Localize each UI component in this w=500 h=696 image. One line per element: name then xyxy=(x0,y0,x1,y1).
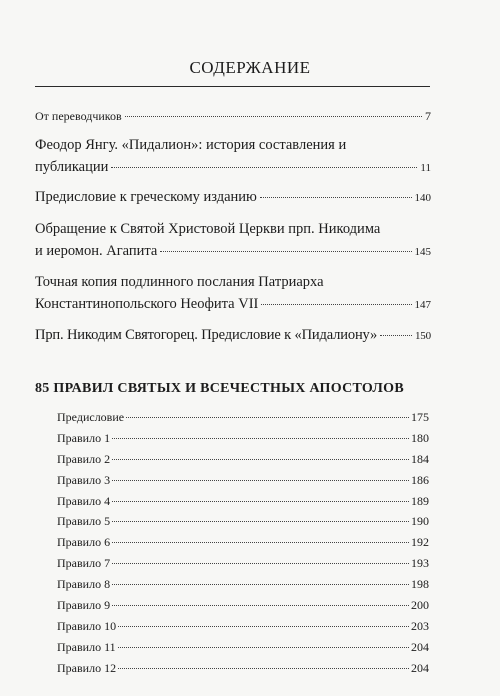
list-item-label: Правило 10 xyxy=(57,618,117,633)
toc-entry-title-line: публикации xyxy=(35,159,109,175)
list-item-page: 192 xyxy=(411,535,429,550)
toc-entry-page: 145 xyxy=(414,246,431,258)
list-item-label: Правило 12 xyxy=(57,660,117,675)
dot-leader xyxy=(112,563,409,564)
list-item xyxy=(57,494,429,515)
toc-entry-title: Прп. Никодим Святогорец. Предисловие к «Пидалиону» xyxy=(35,327,378,343)
list-item xyxy=(57,577,429,598)
list-item-label: Правило 5 xyxy=(57,514,111,529)
toc-entry xyxy=(35,325,431,346)
list-item xyxy=(57,661,429,682)
toc-entry-title-line: Обращение к Святой Христовой Церкви прп. Никодима xyxy=(35,221,381,237)
toc-entry-title-line: Константинопольского Неофита VII xyxy=(35,296,259,312)
toc-entry-page: 11 xyxy=(420,162,431,174)
list-item-label: Правило 7 xyxy=(57,556,111,571)
dot-leader xyxy=(118,626,409,627)
list-item-page: 203 xyxy=(411,618,429,633)
toc-entry xyxy=(35,187,431,208)
dot-leader xyxy=(118,647,409,648)
dot-leader xyxy=(112,584,409,585)
toc-entry-title-line: и иеромон. Агапита xyxy=(35,243,158,259)
list-item xyxy=(57,473,429,494)
list-item xyxy=(57,410,429,431)
list-item-label: Правило 2 xyxy=(57,451,111,466)
list-item xyxy=(57,431,429,452)
list-item-page: 186 xyxy=(411,472,429,487)
list-item-page: 200 xyxy=(411,598,429,613)
list-item-label: Правило 4 xyxy=(57,493,111,508)
dot-leader xyxy=(126,417,409,418)
dot-leader xyxy=(125,116,422,117)
list-item xyxy=(57,556,429,577)
list-item-page: 180 xyxy=(411,430,429,445)
list-item-label: Правило 6 xyxy=(57,535,111,550)
list-item-label: Правило 9 xyxy=(57,598,111,613)
dot-leader xyxy=(112,501,409,502)
list-item-page: 204 xyxy=(411,639,429,654)
dot-leader xyxy=(112,438,409,439)
toc-entry xyxy=(35,157,431,178)
dot-leader xyxy=(111,167,417,168)
list-item-label: Предисловие xyxy=(57,410,125,424)
list-item xyxy=(57,535,429,556)
list-item-page: 175 xyxy=(411,410,429,424)
dot-leader xyxy=(112,459,409,460)
dot-leader xyxy=(261,304,411,305)
list-item-page: 189 xyxy=(411,493,429,508)
toc-entry xyxy=(35,241,431,262)
toc-entry-title-line: Феодор Янгу. «Пидалион»: история составления и xyxy=(35,137,347,153)
toc-entry-page: 7 xyxy=(425,109,431,123)
toc-entry-title-line: Точная копия подлинного послания Патриарха xyxy=(35,274,324,290)
dot-leader xyxy=(118,668,409,669)
dot-leader xyxy=(380,335,412,336)
toc-entry-title: От переводчиков xyxy=(35,109,122,123)
dot-leader xyxy=(112,480,409,481)
dot-leader xyxy=(112,542,409,543)
list-item xyxy=(57,640,429,661)
list-item-page: 204 xyxy=(411,660,429,675)
list-item-label: Правило 8 xyxy=(57,577,111,592)
toc-entry xyxy=(35,109,431,124)
section-heading: 85 ПРАВИЛ СВЯТЫХ И ВСЕЧЕСТНЫХ АПОСТОЛОВ xyxy=(35,381,404,396)
list-item-page: 198 xyxy=(411,577,429,592)
list-item-page: 184 xyxy=(411,451,429,466)
list-item xyxy=(57,452,429,473)
dot-leader xyxy=(112,605,409,606)
list-item xyxy=(57,619,429,640)
list-item-label: Правило 3 xyxy=(57,472,111,487)
list-item xyxy=(57,514,429,535)
toc-entry-page: 147 xyxy=(414,299,431,311)
toc-entry-title: Предисловие к греческому изданию xyxy=(35,189,257,205)
toc-entry xyxy=(35,294,431,315)
list-item-label: Правило 11 xyxy=(57,639,116,654)
list-item-page: 193 xyxy=(411,556,429,571)
list-item-label: Правило 1 xyxy=(57,430,111,445)
list-item xyxy=(57,598,429,619)
page-title: СОДЕРЖАНИЕ xyxy=(189,58,311,77)
dot-leader xyxy=(160,251,411,252)
toc-entry-page: 150 xyxy=(414,330,431,342)
toc-entry-page: 140 xyxy=(414,192,431,204)
dot-leader xyxy=(260,197,412,198)
list-item-page: 190 xyxy=(411,514,429,529)
rules-list xyxy=(57,410,429,682)
dot-leader xyxy=(112,521,409,522)
title-divider xyxy=(35,86,430,87)
